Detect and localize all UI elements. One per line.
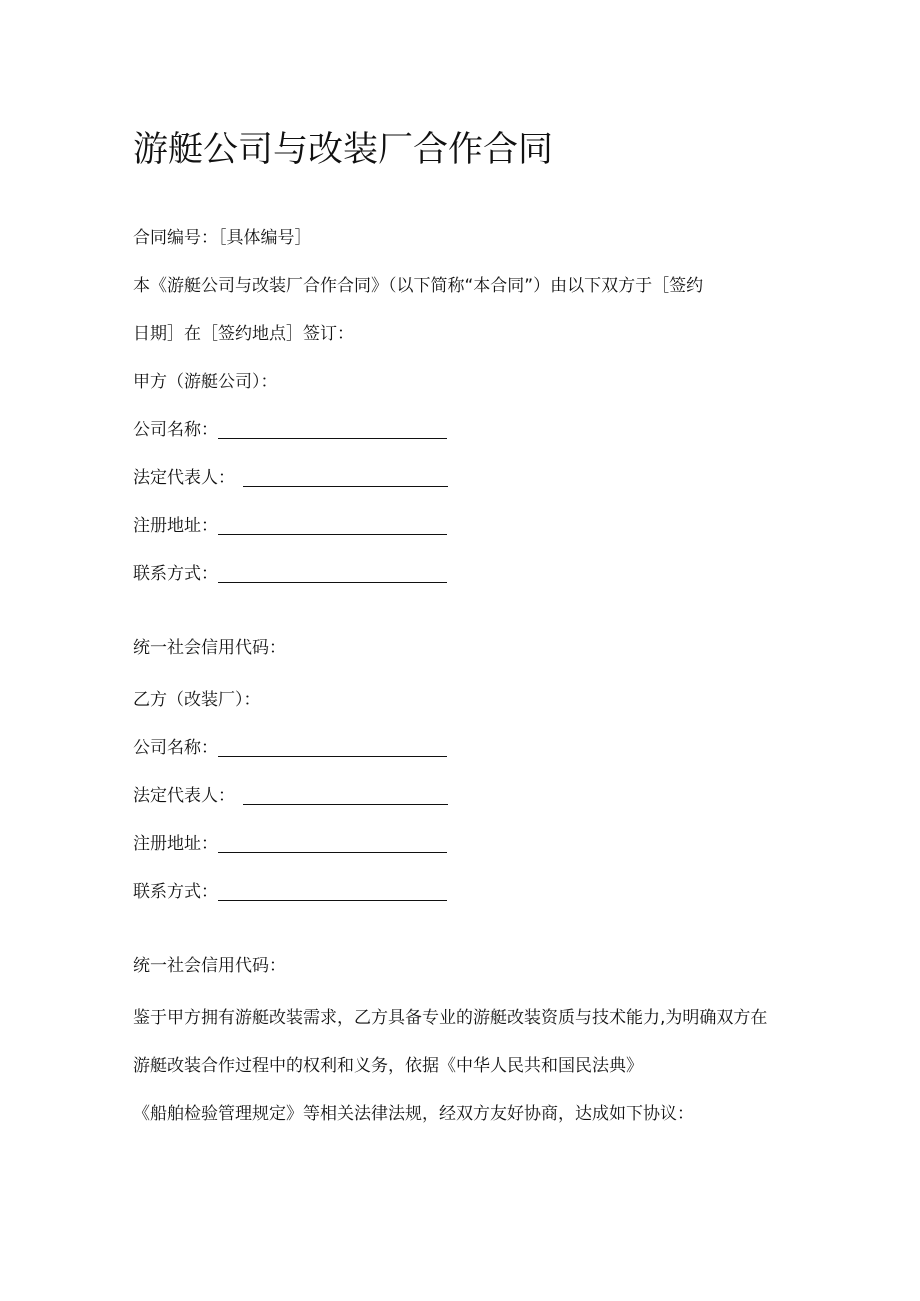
party-b-contact-label: 联系方式： <box>133 882 218 902</box>
party-b-legal-rep-blank[interactable] <box>243 786 448 805</box>
party-b-heading: 乙方（改装厂）： <box>133 690 261 710</box>
party-b-legal-rep-label: 法定代表人： <box>133 786 235 806</box>
party-b-company-name-row <box>133 736 447 760</box>
party-b-company-name-blank[interactable] <box>218 738 447 757</box>
party-a-address-label: 注册地址： <box>133 516 218 536</box>
party-a-address-row <box>133 514 447 538</box>
party-a-legal-rep-row <box>133 466 448 490</box>
party-a-company-name-label: 公司名称： <box>133 420 218 440</box>
party-b-legal-rep-row <box>133 784 448 808</box>
party-a-contact-label: 联系方式： <box>133 564 218 584</box>
party-b-address-row <box>133 832 447 856</box>
party-b-contact-blank[interactable] <box>218 882 447 901</box>
party-b-address-blank[interactable] <box>218 834 447 853</box>
party-a-contact-row <box>133 562 447 586</box>
party-a-heading: 甲方（游艇公司）： <box>133 372 278 392</box>
party-b-credit-code: 统一社会信用代码： <box>133 956 286 976</box>
party-a-company-name-row <box>133 418 447 442</box>
party-b-contact-row <box>133 880 447 904</box>
preamble-line-3: 《船舶检验管理规定》等相关法律法规，经双方友好协商，达成如下协议： <box>133 1104 694 1124</box>
intro-line-1: 本《游艇公司与改装厂合作合同》（以下简称“本合同”）由以下双方于［签约 <box>133 276 704 296</box>
party-a-contact-blank[interactable] <box>218 564 447 583</box>
party-a-credit-code: 统一社会信用代码： <box>133 638 286 658</box>
party-b-address-label: 注册地址： <box>133 834 218 854</box>
document-title: 游艇公司与改装厂合作合同 <box>133 130 554 170</box>
preamble-line-1: 鉴于甲方拥有游艇改装需求，乙方具备专业的游艇改装资质与技术能力,为明确双方在 <box>133 1008 768 1028</box>
preamble-line-2: 游艇改装合作过程中的权利和义务，依据《中华人民共和国民法典》 <box>133 1056 643 1076</box>
party-a-company-name-blank[interactable] <box>218 420 447 439</box>
party-a-address-blank[interactable] <box>218 516 447 535</box>
contract-number: 合同编号：［具体编号］ <box>133 228 312 248</box>
party-b-company-name-label: 公司名称： <box>133 738 218 758</box>
intro-line-2: 日期］在［签约地点］签订： <box>133 324 354 344</box>
party-a-legal-rep-label: 法定代表人： <box>133 468 235 488</box>
party-a-legal-rep-blank[interactable] <box>243 468 448 487</box>
